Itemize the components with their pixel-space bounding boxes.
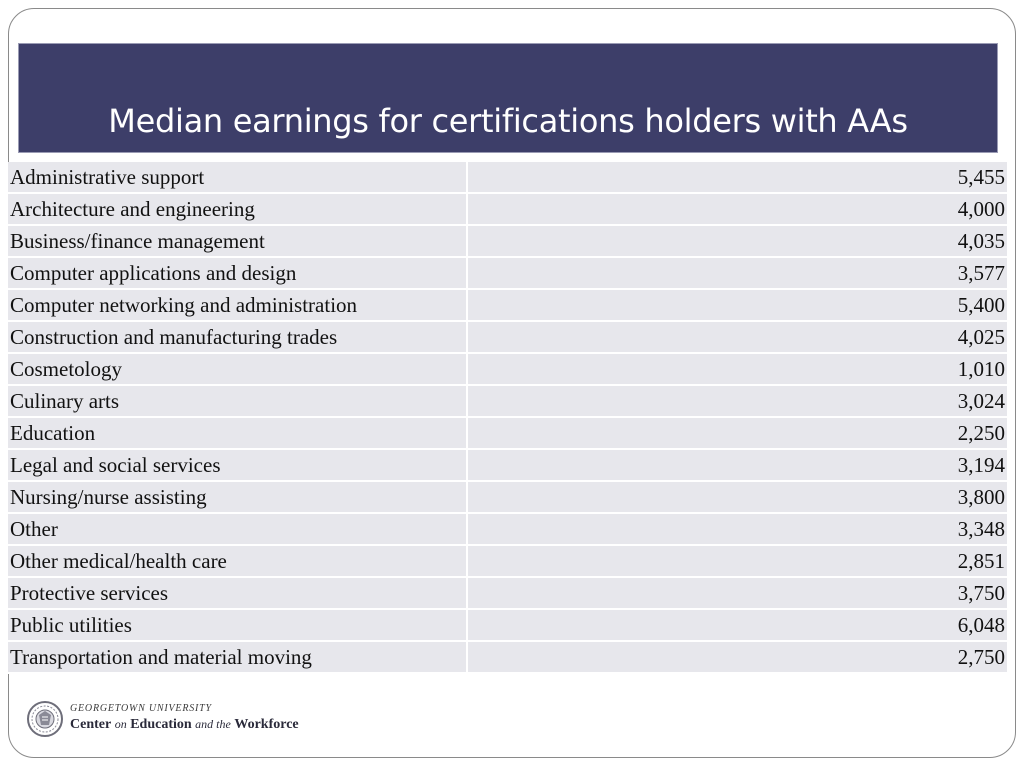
table-row	[8, 514, 1007, 546]
category-cell: Computer applications and design	[8, 258, 468, 290]
category-cell: Construction and manufacturing trades	[8, 322, 468, 354]
value-cell: 2,851	[468, 546, 1007, 578]
center-and-the: and the	[195, 717, 231, 731]
category-cell: Computer networking and administration	[8, 290, 468, 322]
value-cell: 1,010	[468, 354, 1007, 386]
value-cell: 5,400	[468, 290, 1007, 322]
university-seal-icon	[26, 696, 64, 742]
table-row	[8, 194, 1007, 226]
earnings-table	[8, 162, 1007, 674]
category-cell: Business/finance management	[8, 226, 468, 258]
value-cell: 3,750	[468, 578, 1007, 610]
category-cell: Public utilities	[8, 610, 468, 642]
title-bar	[18, 43, 998, 153]
value-cell: 3,194	[468, 450, 1007, 482]
center-name	[70, 717, 299, 733]
category-cell: Education	[8, 418, 468, 450]
table-row	[8, 578, 1007, 610]
table-row	[8, 386, 1007, 418]
category-cell: Other medical/health care	[8, 546, 468, 578]
center-on: on	[114, 717, 127, 731]
category-cell: Administrative support	[8, 162, 468, 194]
table-row	[8, 258, 1007, 290]
table-row	[8, 610, 1007, 642]
value-cell: 5,455	[468, 162, 1007, 194]
value-cell: 6,048	[468, 610, 1007, 642]
category-cell: Protective services	[8, 578, 468, 610]
category-cell: Other	[8, 514, 468, 546]
table-row	[8, 482, 1007, 514]
category-cell: Nursing/nurse assisting	[8, 482, 468, 514]
value-cell: 2,250	[468, 418, 1007, 450]
value-cell: 4,035	[468, 226, 1007, 258]
category-cell: Legal and social services	[8, 450, 468, 482]
value-cell: 4,025	[468, 322, 1007, 354]
georgetown-logo	[26, 696, 326, 744]
table-row	[8, 290, 1007, 322]
table-row	[8, 322, 1007, 354]
category-cell: Culinary arts	[8, 386, 468, 418]
value-cell: 3,577	[468, 258, 1007, 290]
value-cell: 2,750	[468, 642, 1007, 674]
table-row	[8, 226, 1007, 258]
table-row	[8, 162, 1007, 194]
value-cell: 3,800	[468, 482, 1007, 514]
table-row	[8, 354, 1007, 386]
table-row	[8, 450, 1007, 482]
table-row	[8, 418, 1007, 450]
university-name: GEORGETOWN UNIVERSITY	[70, 703, 212, 714]
center-education: Education	[130, 717, 192, 732]
slide-title: Median earnings for certifications holders with AAs	[108, 102, 908, 140]
category-cell: Architecture and engineering	[8, 194, 468, 226]
value-cell: 3,024	[468, 386, 1007, 418]
center-word: Center	[70, 717, 112, 732]
center-workforce: Workforce	[234, 717, 299, 732]
category-cell: Transportation and material moving	[8, 642, 468, 674]
table-row	[8, 642, 1007, 674]
table-row	[8, 546, 1007, 578]
category-cell: Cosmetology	[8, 354, 468, 386]
value-cell: 4,000	[468, 194, 1007, 226]
value-cell: 3,348	[468, 514, 1007, 546]
